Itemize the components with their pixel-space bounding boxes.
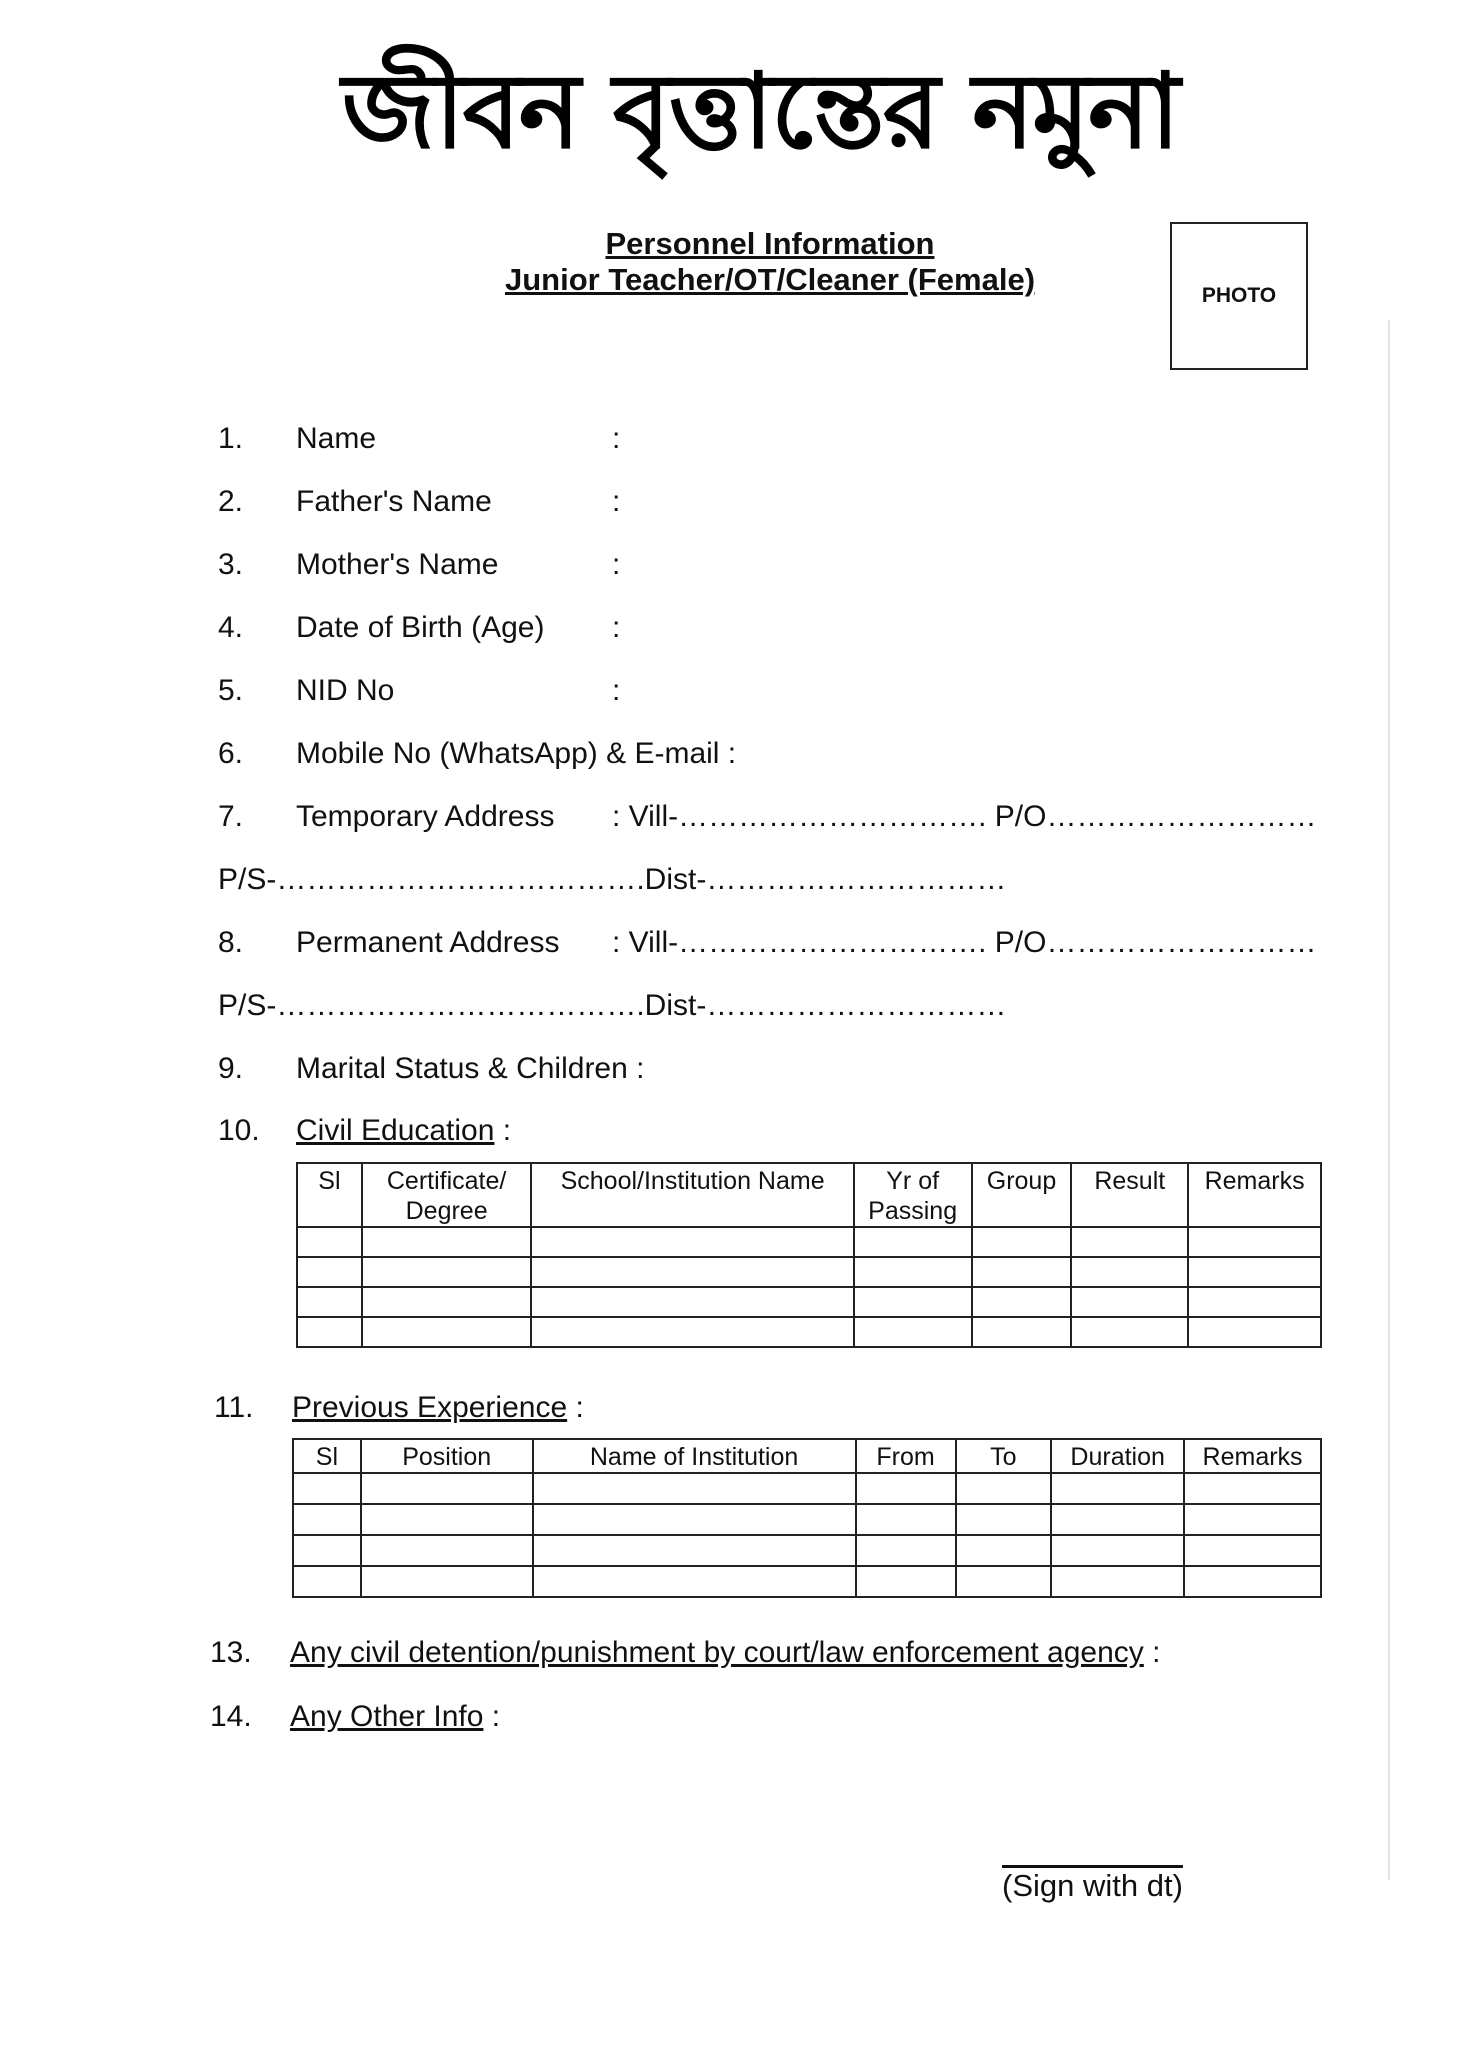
table-row[interactable] — [293, 1535, 1321, 1566]
heading-personnel-information: Personnel Information — [605, 226, 935, 261]
column-header: Result — [1071, 1163, 1188, 1227]
field-label: NID No — [296, 674, 395, 707]
field-label: Date of Birth (Age) — [296, 611, 545, 644]
field-number: 5. — [218, 674, 244, 707]
table-row[interactable] — [297, 1257, 1321, 1287]
field-label: Marital Status & Children : — [296, 1052, 645, 1085]
civil-education-table — [296, 1162, 1322, 1348]
table-row[interactable] — [297, 1317, 1321, 1347]
field-label: Name — [296, 422, 377, 455]
field-number: 13. — [210, 1636, 252, 1669]
field-label: Temporary Address — [296, 800, 555, 833]
section-separator: : — [494, 1114, 512, 1147]
column-header: From — [856, 1439, 956, 1473]
column-header: Sl — [297, 1163, 362, 1227]
table-header-row — [297, 1163, 1321, 1227]
column-header: Yr of Passing — [854, 1163, 972, 1227]
section-number: 10. — [218, 1114, 260, 1147]
bengali-title: জীবন বৃত্তান্তের নমুনা — [341, 50, 1179, 172]
address-vill-po: : Vill-…………………………. P/O……………………… — [612, 926, 1317, 959]
field-separator: : — [612, 548, 621, 581]
field-number: 8. — [218, 926, 244, 959]
table-row[interactable] — [297, 1227, 1321, 1257]
field-label: Mobile No (WhatsApp) & E-mail : — [296, 737, 737, 770]
photo-label: PHOTO — [1201, 284, 1277, 307]
field-separator: : — [612, 485, 621, 518]
signature-label[interactable]: (Sign with dt) — [1002, 1868, 1183, 1903]
field-number: 14. — [210, 1700, 252, 1733]
field-number: 9. — [218, 1052, 244, 1085]
field-number: 3. — [218, 548, 244, 581]
column-header: Remarks — [1184, 1439, 1321, 1473]
field-label: Permanent Address — [296, 926, 560, 959]
column-header: Remarks — [1188, 1163, 1321, 1227]
field-separator: : — [612, 422, 621, 455]
field-number: 1. — [218, 422, 244, 455]
field-separator: : — [612, 674, 621, 707]
column-header: School/Institution Name — [531, 1163, 853, 1227]
field-label: Father's Name — [296, 485, 492, 518]
table-row[interactable] — [293, 1566, 1321, 1597]
column-header: Position — [361, 1439, 533, 1473]
photo-box[interactable] — [1170, 222, 1308, 370]
field-number: 6. — [218, 737, 244, 770]
column-header: Group — [972, 1163, 1072, 1227]
section-label: Civil Education — [296, 1114, 495, 1147]
section-label: Previous Experience — [292, 1391, 568, 1424]
table-row[interactable] — [293, 1473, 1321, 1504]
field-label: Any Other Info — [290, 1700, 484, 1733]
table-header-row — [293, 1439, 1321, 1473]
scan-edge-line — [1388, 320, 1390, 1880]
field-label: Mother's Name — [296, 548, 499, 581]
address-vill-po: : Vill-…………………………. P/O……………………… — [612, 800, 1317, 833]
column-header: Certificate/ Degree — [362, 1163, 532, 1227]
column-header: Sl — [293, 1439, 361, 1473]
field-number: 4. — [218, 611, 244, 644]
field-number: 2. — [218, 485, 244, 518]
table-row[interactable] — [293, 1504, 1321, 1535]
field-label: Any civil detention/punishment by court/law enforcement agency — [290, 1636, 1144, 1669]
section-separator: : — [567, 1391, 584, 1424]
permanent-address-ps-dist: P/S-……………………………….Dist-………………………… — [218, 989, 1007, 1022]
field-separator: : — [612, 611, 621, 644]
field-number: 7. — [218, 800, 244, 833]
previous-experience-table — [292, 1438, 1322, 1598]
field-separator: : — [483, 1700, 501, 1733]
column-header: To — [956, 1439, 1052, 1473]
temporary-address-ps-dist: P/S-……………………………….Dist-………………………… — [218, 863, 1007, 896]
heading-position: Junior Teacher/OT/Cleaner (Female) — [504, 262, 1036, 297]
field-separator: : — [1143, 1636, 1161, 1669]
column-header: Name of Institution — [533, 1439, 856, 1473]
column-header: Duration — [1051, 1439, 1184, 1473]
table-row[interactable] — [297, 1287, 1321, 1317]
section-number: 11. — [214, 1391, 254, 1424]
